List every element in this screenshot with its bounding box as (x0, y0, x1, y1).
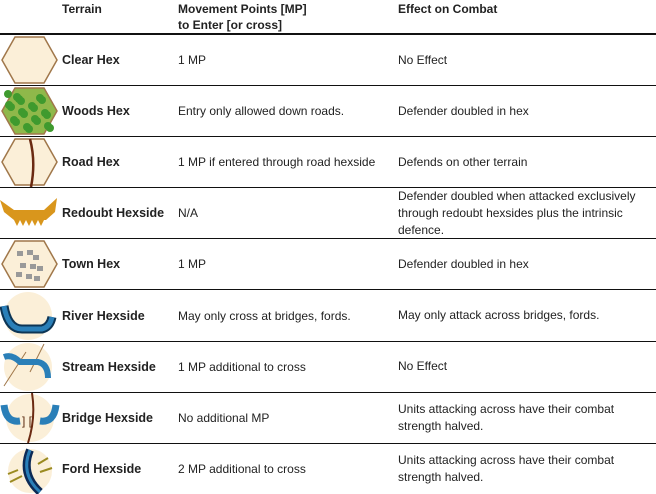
movement-cost: 1 MP (178, 257, 207, 272)
combat-effect: Defender doubled when attacked exclusively through redoubt hexsides plus the intrinsic defence. (398, 188, 636, 237)
terrain-name: Stream Hexside (62, 359, 156, 374)
terrain-name: Clear Hex (62, 53, 120, 67)
table-header (0, 0, 656, 35)
combat-effect: Defender doubled in hex (398, 256, 529, 271)
redoubt-hexside-icon (0, 188, 60, 238)
movement-cost: Entry only allowed down roads. (178, 104, 345, 119)
combat-effect: May only attack across bridges, fords. (398, 308, 600, 322)
terrain-name: Bridge Hexside (62, 410, 154, 425)
river-hexside-icon (0, 291, 60, 341)
table-row (0, 342, 656, 393)
combat-effect: No Effect (398, 359, 448, 374)
movement-cost: May only cross at bridges, fords. (178, 308, 351, 323)
movement-cost: 1 MP additional to cross (178, 359, 306, 374)
table-row (0, 137, 656, 188)
header-effect: Effect on Combat (398, 2, 498, 16)
terrain-name: Road Hex (62, 155, 120, 170)
road-hex-icon (0, 137, 60, 187)
svg-text:] [: ] [ (22, 413, 33, 428)
terrain-name: Ford Hexside (62, 461, 142, 476)
table-row (0, 444, 656, 494)
movement-cost: 1 MP (178, 53, 207, 67)
header-movement-line2: to Enter [or cross] (178, 18, 283, 32)
terrain-name: Redoubt Hexside (62, 206, 165, 221)
stream-hexside-icon (0, 342, 60, 392)
combat-effect: Defends on other terrain (398, 154, 528, 169)
clear-hex-icon (0, 35, 60, 85)
movement-cost: 2 MP additional to cross (178, 461, 306, 476)
combat-effect: Defender doubled in hex (398, 103, 529, 118)
combat-effect: Units attacking across have their combat strength halved. (398, 401, 615, 433)
table-row (0, 239, 656, 290)
header-terrain: Terrain (62, 2, 102, 16)
combat-effect: Units attacking across have their combat strength halved. (398, 452, 615, 484)
terrain-name: River Hexside (62, 308, 145, 323)
movement-cost: 1 MP if entered through road hexside (178, 155, 376, 170)
bridge-hexside-icon (0, 393, 60, 443)
combat-effect: No Effect (398, 52, 448, 67)
movement-cost: No additional MP (178, 410, 270, 425)
woods-hex-icon (0, 86, 60, 136)
table-row (0, 188, 656, 239)
movement-cost: N/A (178, 206, 199, 221)
ford-hexside-icon (0, 444, 60, 494)
table-row (0, 291, 656, 342)
header-movement-line1: Movement Points [MP] (178, 2, 307, 16)
table-row (0, 35, 656, 86)
terrain-name: Woods Hex (62, 104, 130, 119)
terrain-name: Town Hex (62, 257, 121, 272)
town-hex-icon (0, 239, 60, 289)
table-row (0, 86, 656, 137)
table-row (0, 393, 656, 444)
